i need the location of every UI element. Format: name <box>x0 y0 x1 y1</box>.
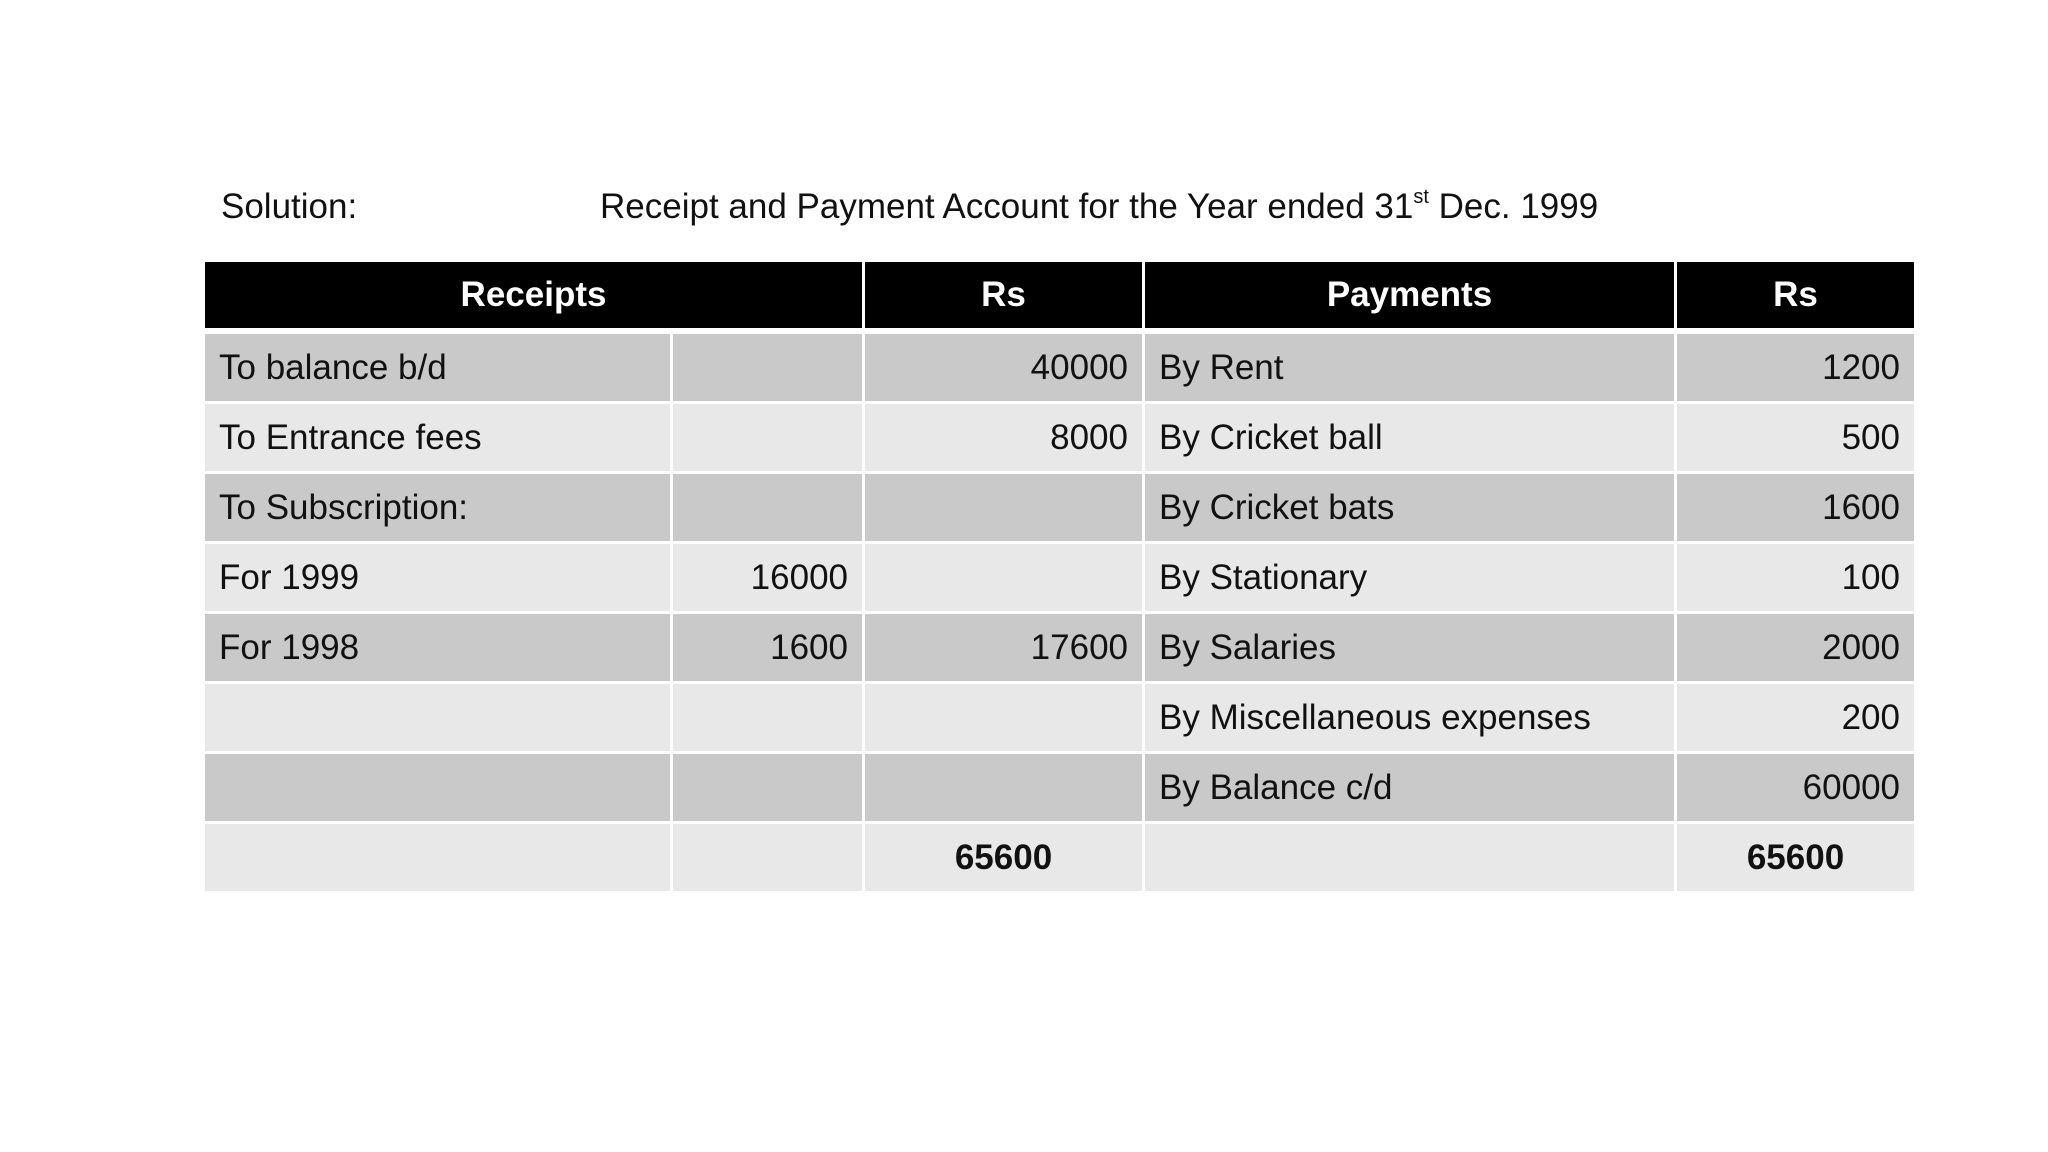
payment-item: By Balance c/d <box>1145 754 1674 824</box>
receipt-item: To Entrance fees <box>205 404 670 474</box>
table-row <box>205 404 1914 474</box>
receipt-amount: 40000 <box>865 334 1142 404</box>
payment-amount: 200 <box>1677 684 1914 754</box>
payment-amount: 2000 <box>1677 614 1914 684</box>
receipt-amount: 17600 <box>865 614 1142 684</box>
receipt-amount <box>865 754 1142 824</box>
receipt-payment-table <box>202 262 1917 894</box>
header-row <box>205 262 1914 334</box>
receipt-amount <box>865 474 1142 544</box>
payment-amount: 100 <box>1677 544 1914 614</box>
receipt-item: To Subscription: <box>205 474 670 544</box>
payment-item: By Cricket ball <box>1145 404 1674 474</box>
receipt-item: To balance b/d <box>205 334 670 404</box>
account-title <box>600 182 1598 232</box>
receipt-sub-amount: 1600 <box>673 614 862 684</box>
table-row <box>205 754 1914 824</box>
title-superscript: st <box>1413 186 1429 209</box>
payment-amount: 1600 <box>1677 474 1914 544</box>
receipts-header: Receipts <box>205 262 862 334</box>
receipt-amount <box>865 544 1142 614</box>
payment-item: By Salaries <box>1145 614 1674 684</box>
payment-item: By Stationary <box>1145 544 1674 614</box>
totals-row <box>205 824 1914 894</box>
receipt-item: For 1999 <box>205 544 670 614</box>
receipts-rs-header: Rs <box>865 262 1142 334</box>
solution-label: Solution: <box>221 187 358 226</box>
table-row <box>205 334 1914 404</box>
table-row <box>205 474 1914 544</box>
receipt-item: For 1998 <box>205 614 670 684</box>
title-suffix: Dec. 1999 <box>1428 187 1599 226</box>
receipt-sub-amount <box>673 404 862 474</box>
payment-amount: 1200 <box>1677 334 1914 404</box>
receipt-sub-amount: 16000 <box>673 544 862 614</box>
payment-item: By Miscellaneous expenses <box>1145 684 1674 754</box>
receipt-sub-amount <box>673 334 862 404</box>
receipt-amount <box>865 684 1142 754</box>
receipt-item <box>205 684 670 754</box>
receipts-total: 65600 <box>865 824 1142 894</box>
payment-amount: 500 <box>1677 404 1914 474</box>
empty-cell <box>673 824 862 894</box>
empty-cell <box>205 824 670 894</box>
payments-total: 65600 <box>1677 824 1914 894</box>
payment-amount: 60000 <box>1677 754 1914 824</box>
table-row <box>205 544 1914 614</box>
payment-item: By Rent <box>1145 334 1674 404</box>
receipt-item <box>205 754 670 824</box>
title-prefix: Receipt and Payment Account for the Year ended 31 <box>600 187 1414 226</box>
payments-header: Payments <box>1145 262 1674 334</box>
receipt-sub-amount <box>673 754 862 824</box>
receipt-sub-amount <box>673 474 862 544</box>
receipt-amount: 8000 <box>865 404 1142 474</box>
payments-rs-header: Rs <box>1677 262 1914 334</box>
receipt-sub-amount <box>673 684 862 754</box>
table-row <box>205 684 1914 754</box>
table-row <box>205 614 1914 684</box>
empty-cell <box>1145 824 1674 894</box>
heading <box>221 182 1921 232</box>
payment-item: By Cricket bats <box>1145 474 1674 544</box>
